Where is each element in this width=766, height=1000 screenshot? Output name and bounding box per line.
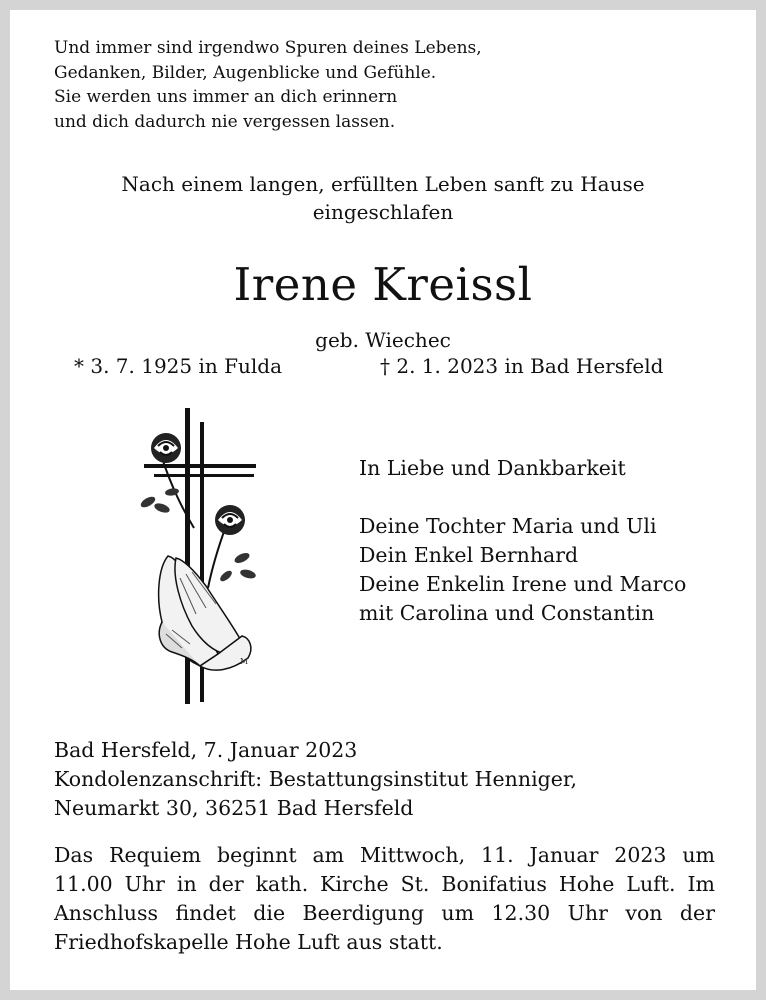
poem-line: Sie werden uns immer an dich erinnern xyxy=(54,87,398,107)
death-info: † 2. 1. 2023 in Bad Hersfeld xyxy=(380,354,664,378)
poem-line: Gedanken, Bilder, Augenblicke und Gefühle. xyxy=(54,62,437,83)
poem xyxy=(54,36,482,134)
deceased-name: Irene Kreissl xyxy=(233,258,533,311)
obituary-notice xyxy=(10,10,756,990)
place-date: Bad Hersfeld, 7. Januar 2023 xyxy=(54,738,358,762)
mourner-line: Dein Enkel Bernhard xyxy=(359,543,579,567)
mourner-line: Deine Tochter Maria und Uli xyxy=(359,514,657,538)
place-date-condolence xyxy=(54,736,577,823)
intro-line: Nach einem langen, erfüllten Leben sanft zu Hause xyxy=(121,172,645,196)
maiden-name: geb. Wiechec xyxy=(315,328,451,352)
requiem-line: Anschluss findet die Beerdigung um 12.30 Uhr von der xyxy=(54,901,715,925)
condolence-line: Neumarkt 30, 36251 Bad Hersfeld xyxy=(54,796,414,820)
mourner-line: mit Carolina und Constantin xyxy=(359,601,655,625)
requiem-line: Das Requiem beginnt am Mittwoch, 11. Januar 2023 um xyxy=(54,843,715,867)
spacer xyxy=(359,483,686,512)
poem-line: Und immer sind irgendwo Spuren deines Lebens, xyxy=(54,38,482,58)
mourner-line: Deine Enkelin Irene und Marco xyxy=(359,572,687,596)
requiem-line: Friedhofskapelle Hohe Luft aus statt. xyxy=(54,930,443,954)
intro-text xyxy=(10,170,756,226)
condolence-line: Kondolenzanschrift: Bestattungsinstitut Henniger, xyxy=(54,767,577,791)
birth-info: * 3. 7. 1925 in Fulda xyxy=(74,354,283,378)
poem-line: und dich dadurch nie vergessen lassen. xyxy=(54,111,396,132)
cross-roses-praying-hands-icon xyxy=(122,408,262,704)
requiem-line: 11.00 Uhr in der kath. Kirche St. Bonifatius Hohe Luft. Im xyxy=(54,872,715,896)
artist-signature: M xyxy=(240,657,249,666)
intro-line: eingeschlafen xyxy=(312,200,454,224)
mourners-block xyxy=(359,454,686,628)
requiem-info xyxy=(54,841,715,957)
mourners-heading: In Liebe und Dankbarkeit xyxy=(359,456,626,480)
